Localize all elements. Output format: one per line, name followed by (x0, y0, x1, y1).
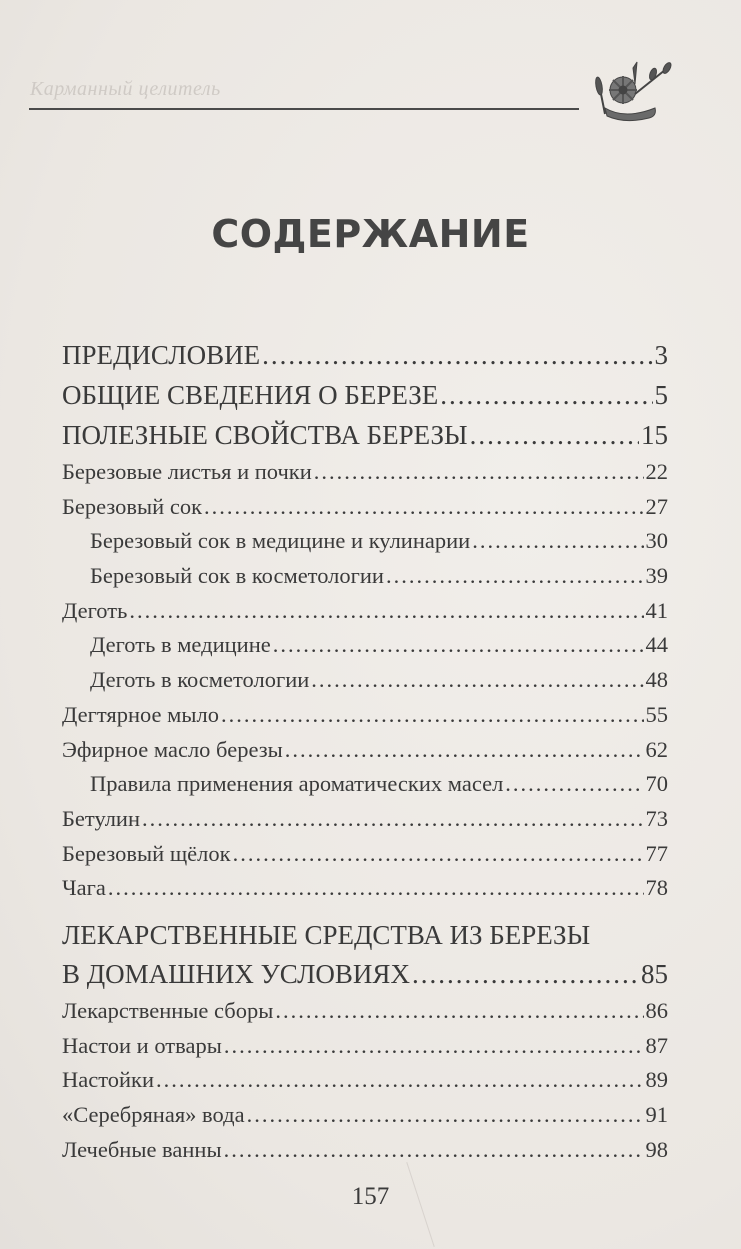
toc-entry-page: 77 (645, 840, 668, 866)
header-rule (29, 108, 579, 110)
toc-entry-label: В ДОМАШНИХ УСЛОВИЯХ (62, 958, 410, 989)
toc-entry[interactable] (62, 663, 668, 698)
leader-dots (108, 871, 644, 906)
toc-entry-label: Деготь в косметологии (90, 667, 310, 693)
page-title: СОДЕРЖАНИЕ (211, 212, 530, 256)
toc-entry-label: ПРЕДИСЛОВИЕ (62, 340, 261, 370)
toc-entry-page: 27 (645, 493, 668, 519)
toc-entry[interactable] (62, 994, 668, 1029)
toc-entry-label: Березовый сок в медицине и кулинарии (90, 528, 471, 554)
leader-dots (275, 994, 643, 1029)
toc-entry-label: Настойки (62, 1067, 155, 1093)
toc-entry-label: Дегтярное мыло (62, 701, 219, 727)
toc-entry[interactable] (62, 415, 668, 455)
toc-entry-page: 41 (645, 597, 668, 623)
toc-entry[interactable] (62, 802, 668, 837)
leader-dots (314, 455, 644, 490)
toc-entry-label: Лекарственные сборы (62, 997, 274, 1023)
leader-dots (224, 1029, 644, 1064)
toc-entry-label: Эфирное масло березы (62, 736, 283, 762)
toc-entry-page: 39 (645, 563, 668, 589)
toc-entry[interactable] (62, 524, 668, 559)
toc-entry[interactable] (62, 767, 668, 802)
toc-entry[interactable] (62, 1133, 668, 1168)
leader-dots (247, 1098, 644, 1133)
toc-entry-label: Деготь в медицине (90, 632, 271, 658)
toc-entry-label: ПОЛЕЗНЫЕ СВОЙСТВА БЕРЕЗЫ (62, 420, 468, 450)
toc-entry-page: 3 (654, 340, 668, 370)
toc-entry[interactable] (62, 594, 668, 629)
page-number: 157 (351, 1183, 390, 1210)
leader-dots (221, 698, 644, 733)
toc-entry-label: Березовые листья и почки (62, 459, 312, 484)
toc-entry[interactable] (62, 1029, 668, 1064)
toc-entry-label-line1[interactable]: ЛЕКАРСТВЕННЫЕ СРЕДСТВА ИЗ БЕРЕЗЫ (62, 919, 591, 950)
toc-entry-page: 48 (645, 667, 668, 693)
toc-entry-page: 62 (645, 736, 668, 762)
leader-dots (311, 663, 643, 698)
flower-ornament-icon (585, 58, 675, 128)
toc-entry-page: 30 (645, 528, 668, 554)
leader-dots (505, 767, 643, 802)
toc-entry-label: Настои и отвары (62, 1032, 222, 1058)
toc-entry-label: Березовый сок (62, 493, 202, 519)
toc-entry[interactable] (62, 1063, 668, 1098)
toc-entry[interactable] (62, 837, 668, 872)
toc-entry-page: 89 (645, 1067, 668, 1093)
leader-dots (156, 1063, 643, 1098)
leader-dots (273, 628, 644, 663)
toc-entry-label: Березовый сок в косметологии (90, 563, 384, 589)
table-of-contents (62, 335, 668, 1167)
leader-dots (142, 802, 643, 837)
toc-entry-page: 5 (654, 380, 668, 410)
toc-entry[interactable] (62, 375, 668, 415)
toc-entry[interactable] (62, 455, 668, 490)
toc-entry-page: 44 (645, 632, 668, 658)
toc-entry[interactable] (62, 698, 668, 733)
leader-dots (412, 954, 639, 994)
toc-entry-page: 78 (645, 875, 668, 901)
toc-entry-label: Бетулин (62, 805, 141, 831)
toc-entry[interactable] (62, 559, 668, 594)
toc-entry[interactable] (62, 954, 668, 994)
toc-entry-label: ОБЩИЕ СВЕДЕНИЯ О БЕРЕЗЕ (62, 380, 439, 410)
toc-entry[interactable] (62, 628, 668, 663)
leader-dots (472, 524, 643, 559)
toc-entry-label: Чага (62, 875, 106, 901)
leader-dots (262, 335, 652, 375)
toc-entry-page: 70 (645, 771, 668, 797)
leader-dots (285, 733, 644, 768)
toc-entry-page: 15 (641, 420, 668, 450)
leader-dots (440, 375, 652, 415)
toc-entry-page: 85 (641, 958, 668, 989)
toc-entry[interactable] (62, 1098, 668, 1133)
leader-dots (470, 415, 639, 455)
toc-entry-page: 86 (645, 997, 668, 1023)
leader-dots (224, 1133, 644, 1168)
toc-entry-label: Правила применения ароматических масел (90, 771, 504, 797)
toc-entry[interactable] (62, 733, 668, 768)
toc-entry-label: Лечебные ванны (62, 1136, 222, 1162)
toc-entry-page: 91 (645, 1102, 668, 1127)
toc-entry-page: 22 (645, 459, 668, 484)
leader-dots (204, 490, 644, 525)
toc-entry-label: Березовый щёлок (62, 840, 231, 866)
leader-dots (386, 559, 644, 594)
toc-entry-page: 55 (645, 701, 668, 727)
toc-entry-label: Деготь (62, 597, 128, 623)
leader-dots (129, 594, 643, 629)
leader-dots (233, 837, 644, 872)
toc-entry[interactable] (62, 335, 668, 375)
toc-entry[interactable] (62, 490, 668, 525)
toc-entry-page: 87 (645, 1032, 668, 1058)
toc-entry-page: 98 (645, 1136, 668, 1162)
toc-entry[interactable] (62, 871, 668, 906)
running-head: Карманный целитель (30, 78, 221, 100)
toc-entry-page: 73 (645, 805, 668, 831)
toc-entry-label: «Серебряная» вода (62, 1102, 245, 1127)
